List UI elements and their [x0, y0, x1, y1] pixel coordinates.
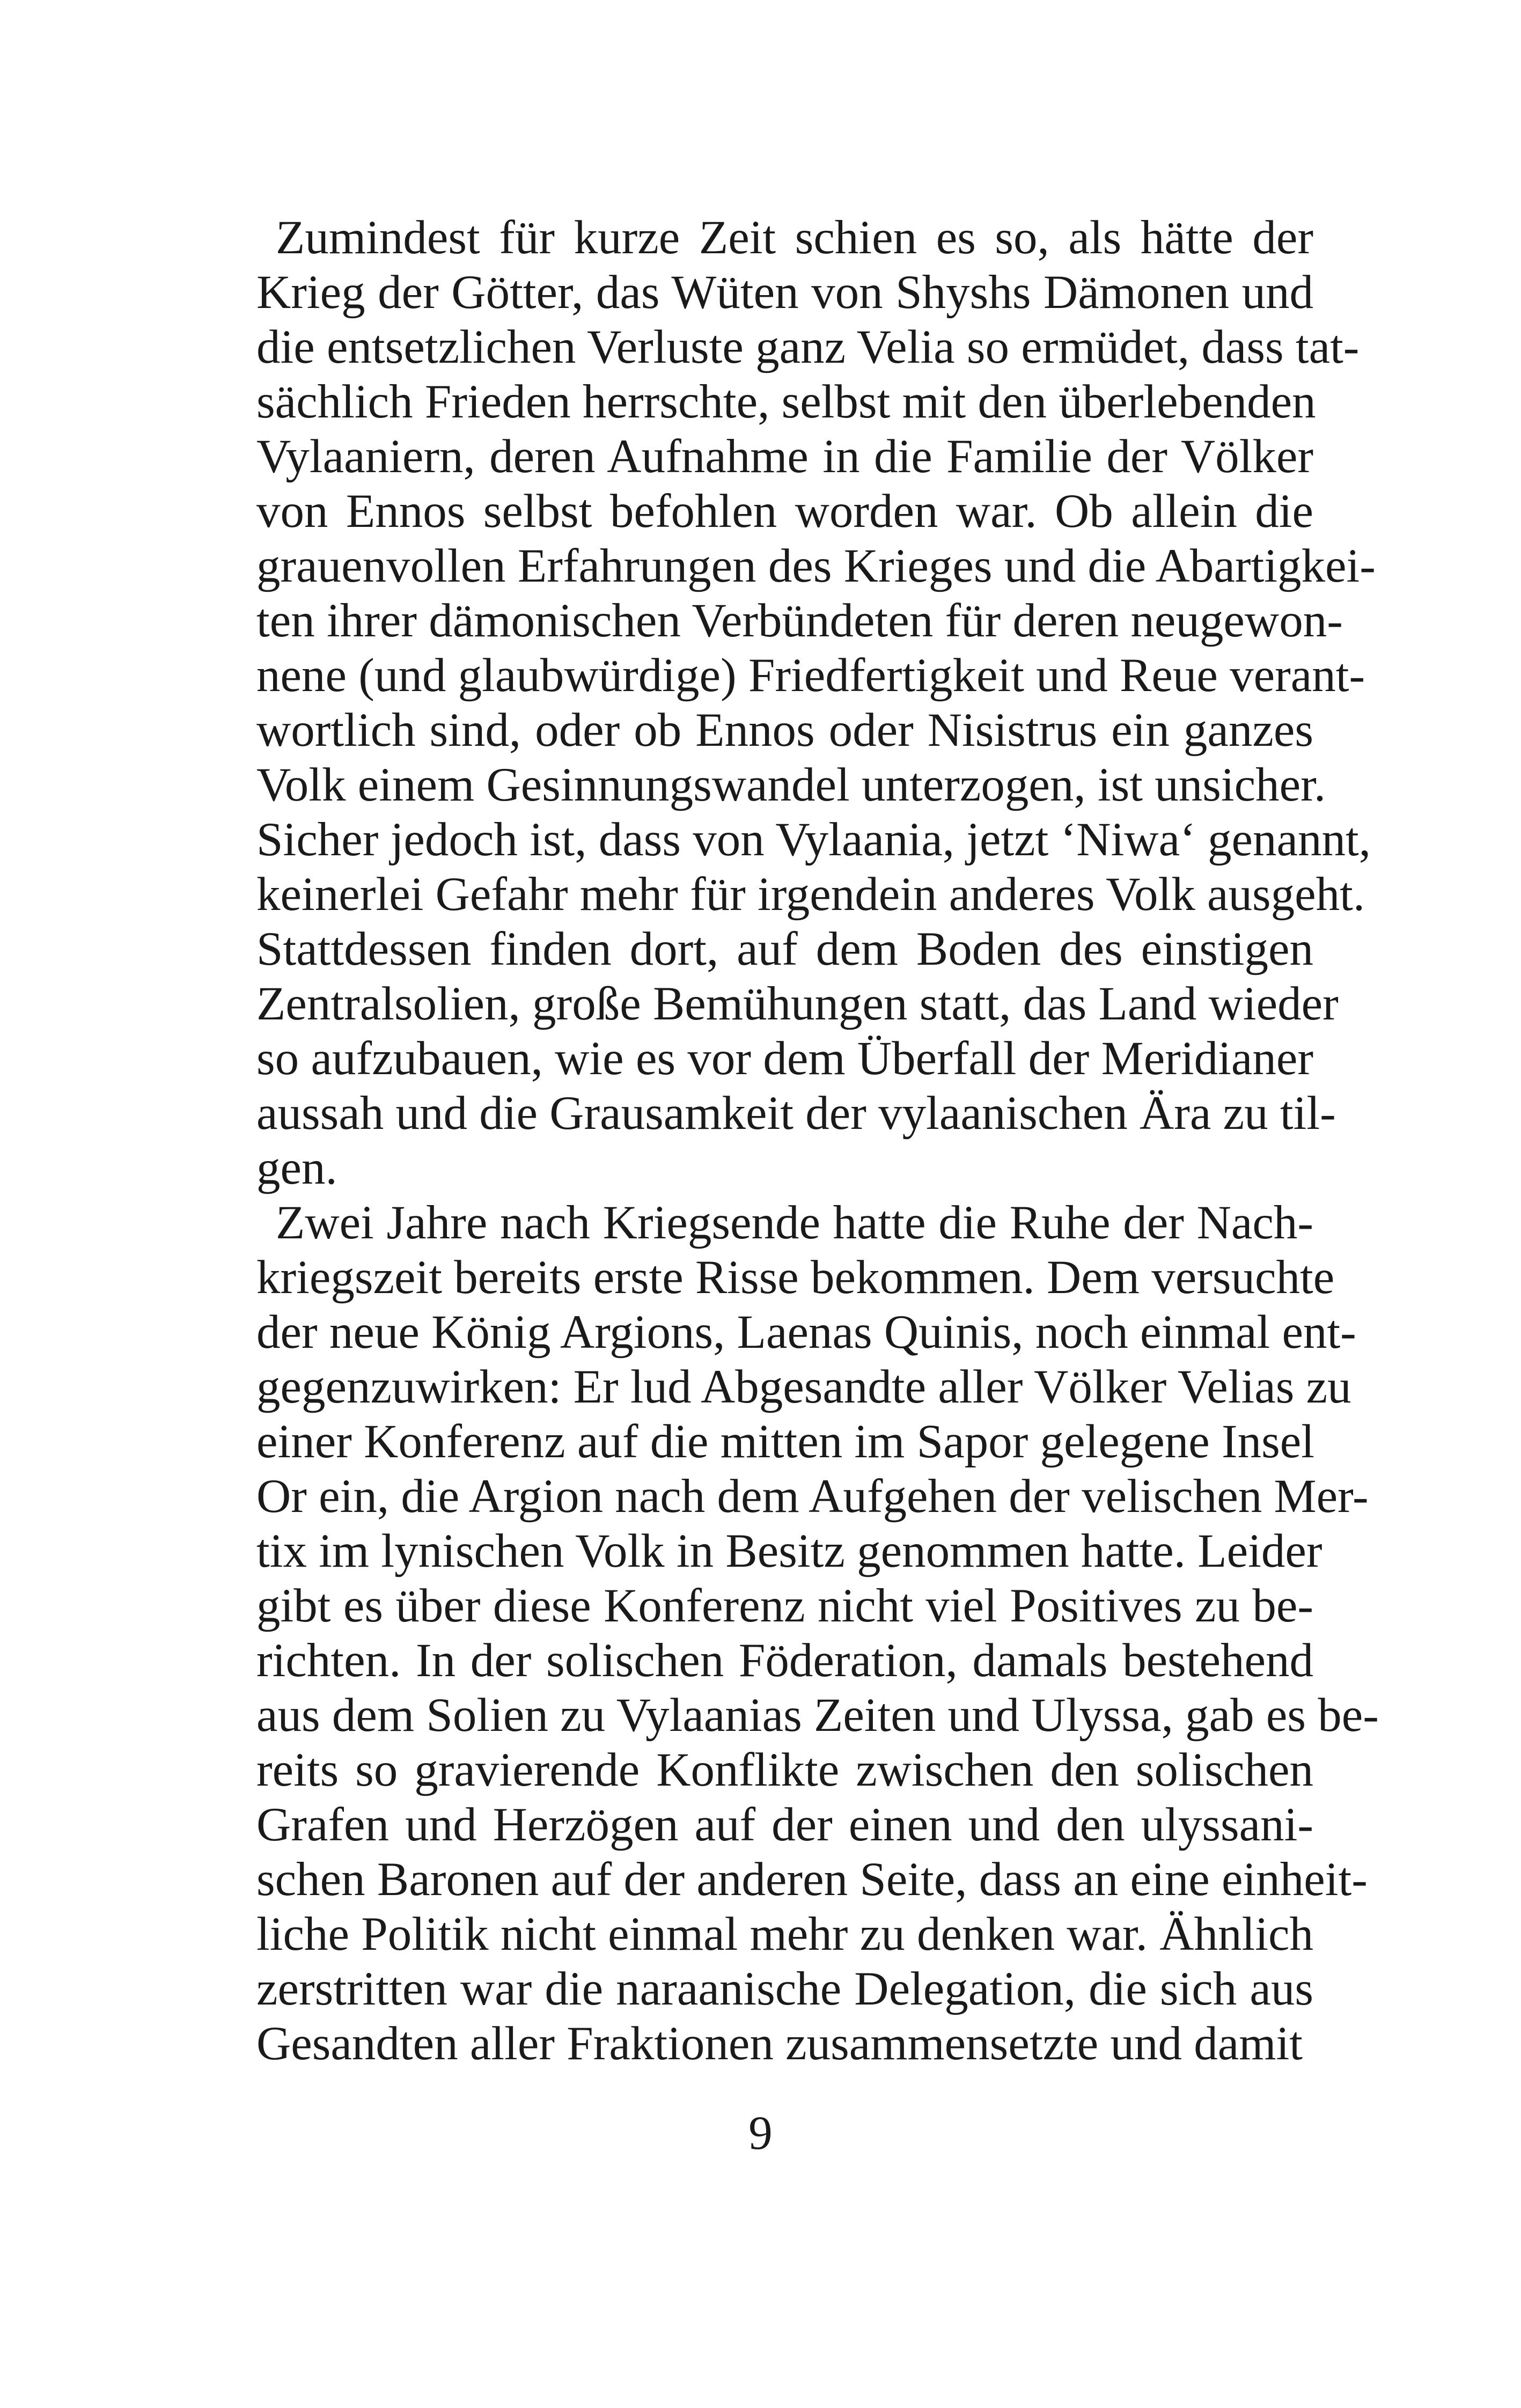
- text-line: keinerlei Gefahr mehr für irgendein anderes Volk ausgeht.: [256, 868, 1365, 921]
- text-line: einer Konferenz auf die mitten im Sapor gelegene Insel: [256, 1415, 1315, 1468]
- text-line: grauenvollen Erfahrungen des Krieges und die Abartigkei-: [256, 540, 1376, 592]
- text-line: richten. In der solischen Föderation, damals bestehend: [256, 1634, 1313, 1687]
- text-line: Or ein, die Argion nach dem Aufgehen der velischen Mer-: [256, 1470, 1369, 1523]
- text-line: Vylaaniern, deren Aufnahme in die Familie der Völker: [256, 430, 1313, 483]
- text-line: sächlich Frieden herrschte, selbst mit den überlebenden: [256, 376, 1316, 428]
- text-line: von Ennos selbst befohlen worden war. Ob allein die: [256, 485, 1313, 538]
- text-line: ten ihrer dämonischen Verbündeten für deren neugewon-: [256, 594, 1343, 647]
- paragraph: [256, 210, 1376, 1195]
- text-line: wortlich sind, oder ob Ennos oder Nisistrus ein ganzes: [256, 704, 1313, 757]
- paragraph: [256, 1195, 1379, 2071]
- text-line: nene (und glaubwürdige) Friedfertigkeit und Reue verant-: [256, 649, 1365, 702]
- text-line: Stattdessen finden dort, auf dem Boden des einstigen: [256, 923, 1313, 975]
- text-line: so aufzubauen, wie es vor dem Überfall der Meridianer: [256, 1032, 1313, 1085]
- text-line: Volk einem Gesinnungswandel unterzogen, ist unsicher.: [256, 759, 1326, 811]
- text-line: die entsetzlichen Verluste ganz Velia so ermüdet, dass tat-: [256, 321, 1360, 373]
- text-line: gegenzuwirken: Er lud Abgesandte aller Völker Velias zu: [256, 1361, 1351, 1413]
- text-line: Grafen und Herzögen auf der einen und den ulyssani-: [256, 1798, 1313, 1851]
- text-line: gen.: [256, 1142, 337, 1194]
- text-line: zerstritten war die naraanische Delegation, die sich aus: [256, 1963, 1313, 2015]
- text-line: tix im lynischen Volk in Besitz genommen hatte. Leider: [256, 1525, 1322, 1577]
- text-line: Zumindest für kurze Zeit schien es so, als hätte der: [276, 211, 1313, 264]
- text-line: aus dem Solien zu Vylaanias Zeiten und Ulyssa, gab es be-: [256, 1689, 1379, 1742]
- text-line: gibt es über diese Konferenz nicht viel Positives zu be-: [256, 1580, 1313, 1632]
- text-line: schen Baronen auf der anderen Seite, dass an eine einheit-: [256, 1853, 1368, 1906]
- text-line: Zentralsolien, große Bemühungen statt, das Land wieder: [256, 978, 1339, 1030]
- body-text: [256, 210, 1379, 2071]
- text-line: Zwei Jahre nach Kriegsende hatte die Ruhe der Nach-: [276, 1196, 1313, 1249]
- page-number: 9: [748, 2107, 773, 2160]
- text-line: aussah und die Grausamkeit der vylaanischen Ära zu til-: [256, 1087, 1336, 1140]
- text-line: reits so gravierende Konflikte zwischen den solischen: [256, 1744, 1313, 1796]
- text-line: der neue König Argions, Laenas Quinis, noch einmal ent-: [256, 1306, 1356, 1359]
- text-line: liche Politik nicht einmal mehr zu denken war. Ähnlich: [256, 1908, 1313, 1961]
- text-line: Sicher jedoch ist, dass von Vylaania, jetzt ‘Niwa‘ genannt,: [256, 813, 1371, 866]
- text-line: Gesandten aller Fraktionen zusammensetzte und damit: [256, 2017, 1303, 2070]
- text-line: kriegszeit bereits erste Risse bekommen. Dem versuchte: [256, 1251, 1335, 1304]
- text-line: Krieg der Götter, das Wüten von Shyshs Dämonen und: [256, 266, 1313, 319]
